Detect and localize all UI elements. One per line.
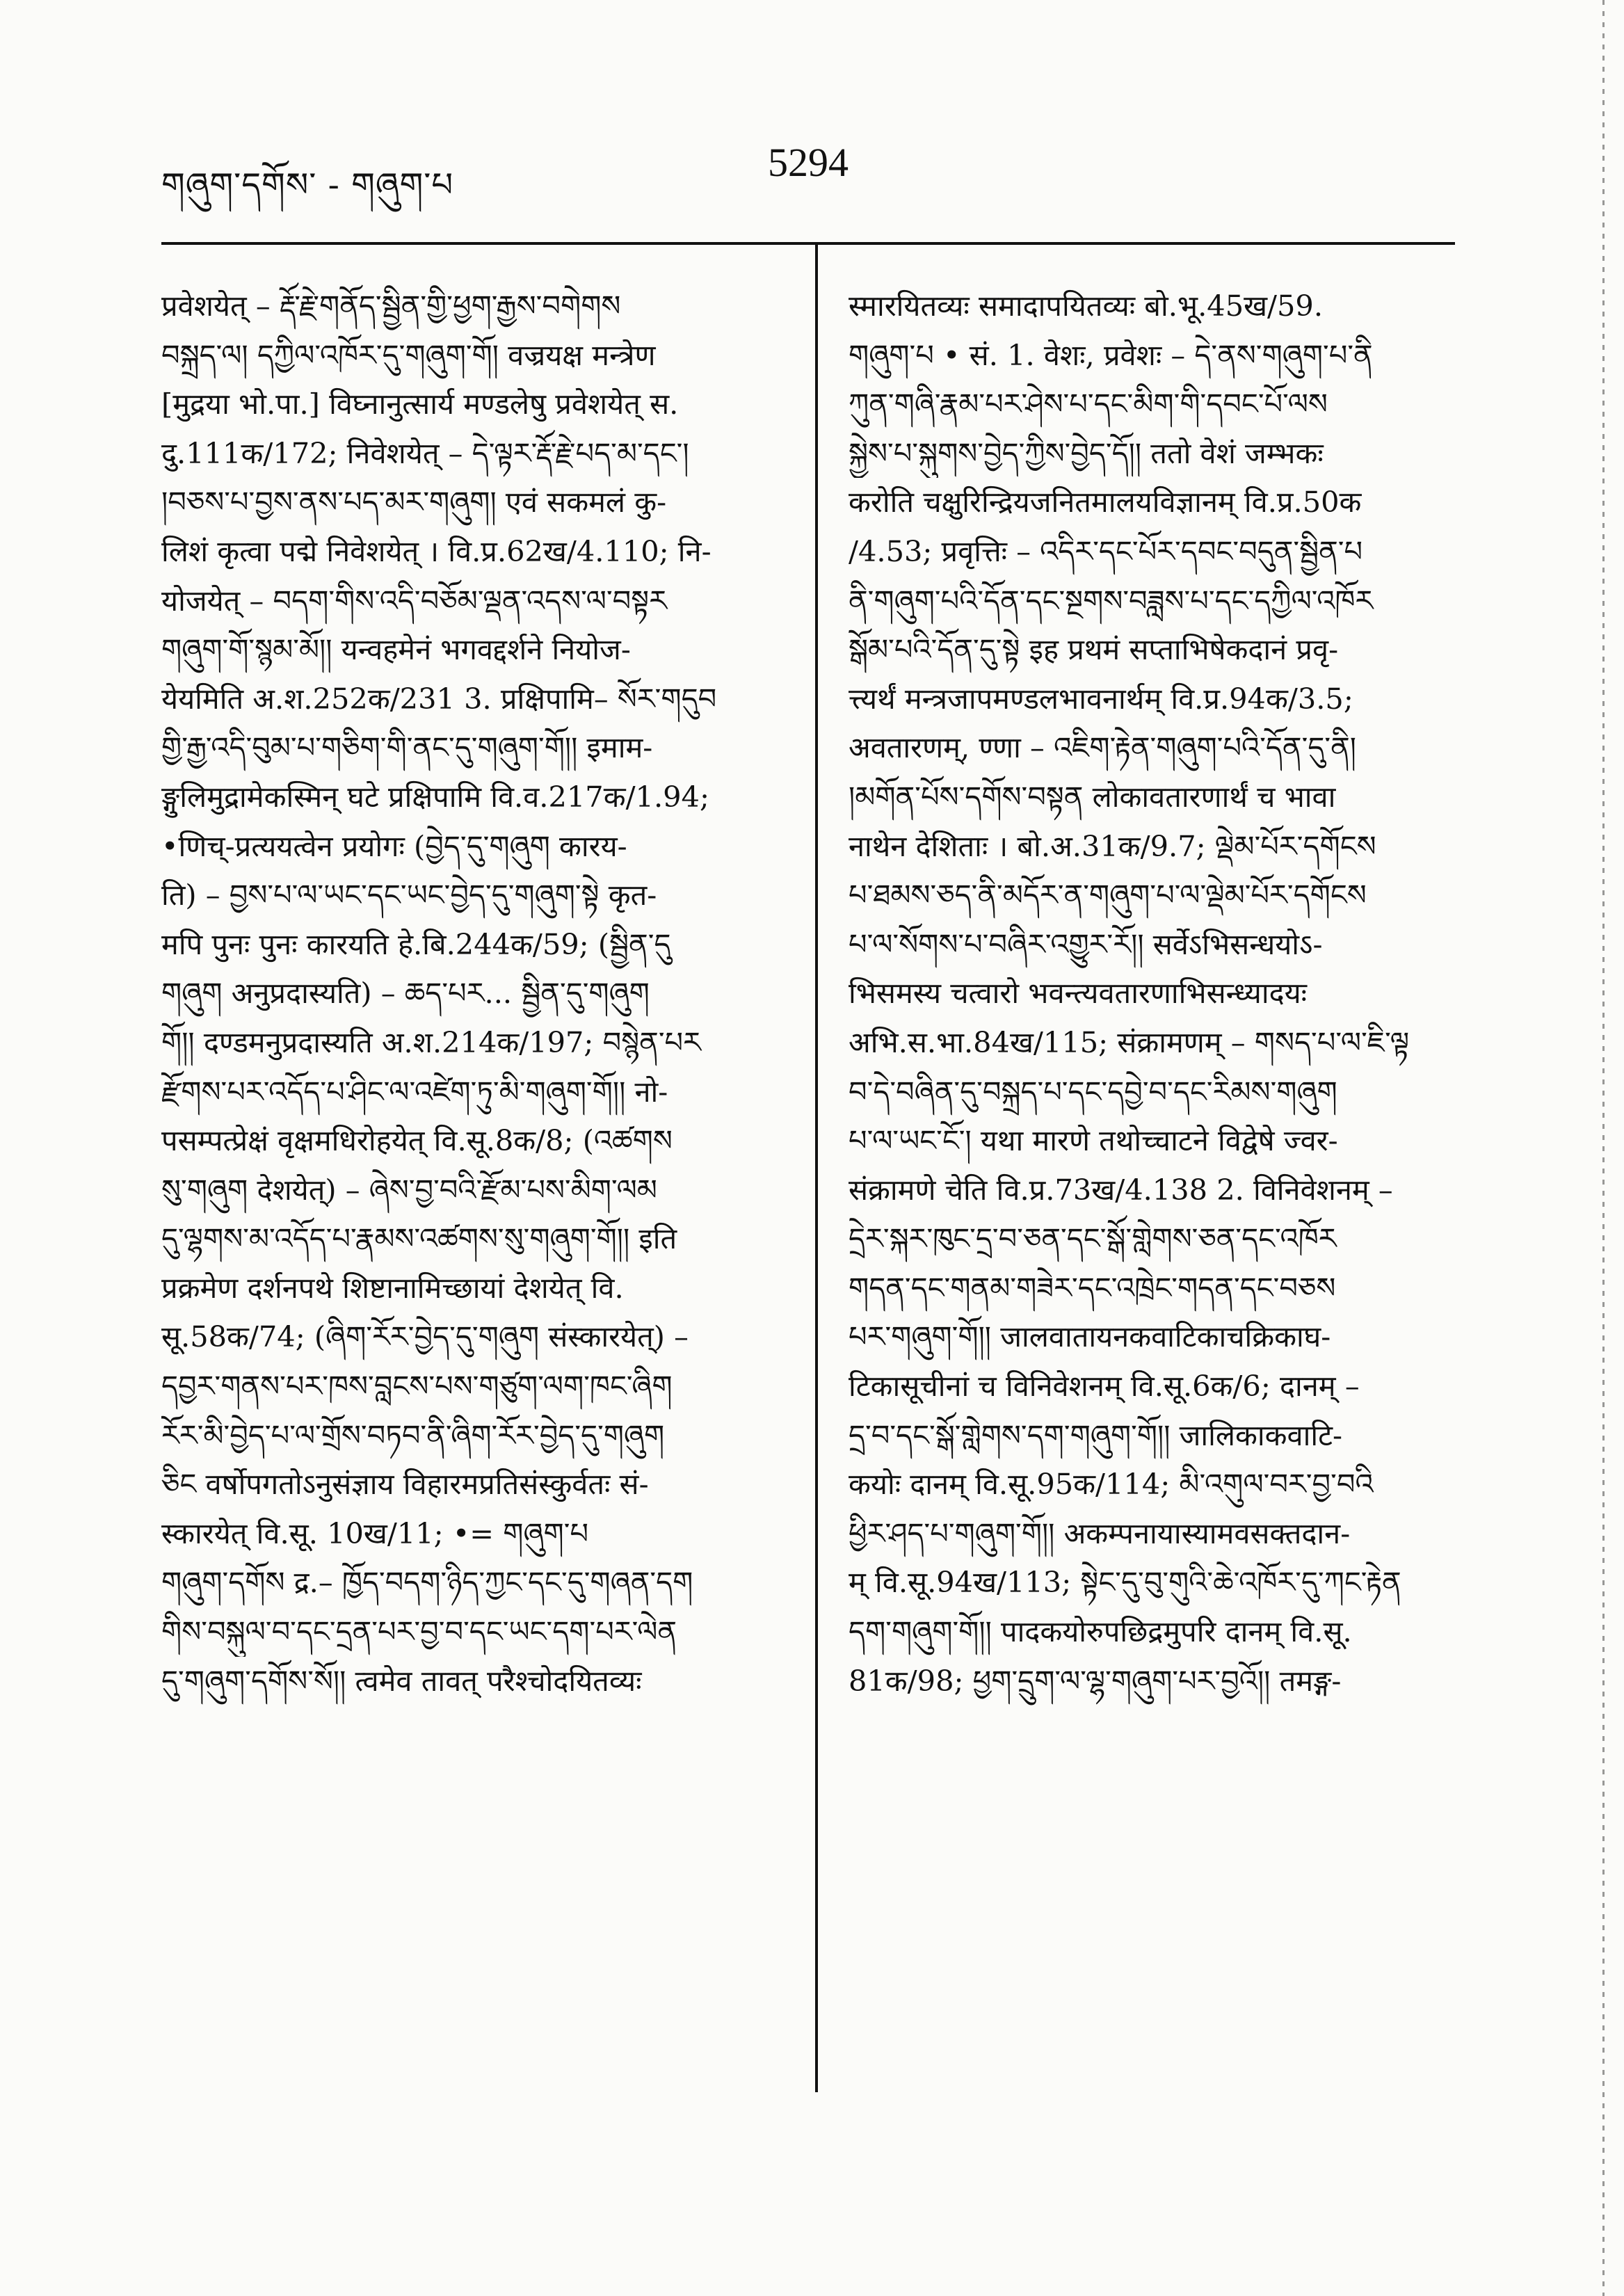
text-line: པ་ཐམས་ཅད་ནི་མདོར་ན་གཞུག་པ་ལ་ལྡེམ་པོར་དགོངས — [849, 878, 1367, 913]
text-line: ཅིང वर्षोपगतोऽनुसंज्ञाय विहारमप्रतिसंस्कुर्वतः सं- — [161, 1467, 649, 1502]
text-line: प्रवेशयेत् – རྡོ་རྗེ་གནོད་སྦྱིན་གྱི་ཕྱག་རྒྱས་བགེགས — [161, 289, 621, 323]
text-line: [मुद्रया भो.पा.] विघ्नानुत्सार्य मण्डलेषु प्रवेशयेत् स. — [161, 387, 679, 422]
text-line: གདན་དང་གནམ་གཟེར་དང་འཁྲེང་གདན་དང་བཅས — [849, 1270, 1336, 1305]
text-line: དུ་ལྷགས་མ་འདོད་པ་རྣམས་འཚགས་སུ་གཞུག་གོ།། इति — [161, 1221, 677, 1256]
text-line: अवतारणम्, ण्णा – འཇིག་རྟེན་གཞུག་པའི་དོན་དུ་ནི། — [849, 730, 1356, 765]
text-line: གྱི་རྒྱ་འདི་བུམ་པ་གཅིག་གི་ནང་དུ་གཞུག་གོ།། इमाम- — [161, 730, 653, 765]
text-line: त्त्यर्थं मन्त्रजापमण्डलभावनार्थम् वि.प्र.94क/3.5; — [849, 681, 1353, 716]
text-line: भिसमस्य चत्वारो भवन्त्यवतारणाभिसन्ध्यादयः — [849, 976, 1308, 1011]
text-line: དྲ་བ་དང་སྒོ་གླེགས་དག་གཞུག་གོ།། जालिकाकवाटि- — [849, 1418, 1343, 1452]
text-line: स्कारयेत् वि.सू. 10ख/11; •= གཞུག་པ — [161, 1516, 589, 1550]
text-line: संक्रामणे चेति वि.प्र.73ख/4.138 2. विनिवेशनम् – — [849, 1172, 1393, 1207]
text-line: །མགོན་པོས་དགོས་བསྟན लोकावतारणार्थं च भावा — [849, 779, 1336, 814]
text-line: नाथेन देशिताः । बो.अ.31क/9.7; ལྡེམ་པོར་དགོངས — [849, 828, 1376, 863]
text-line: ति) – བྱས་པ་ལ་ཡང་དང་ཡང་བྱེད་དུ་གཞུག་སྟེ कृत- — [161, 878, 657, 913]
margin-binding-edge — [1602, 0, 1605, 2296]
text-line: करोति चक्षुरिन्द्रियजनितमालयविज्ञानम् वि.प्र.50क — [849, 485, 1362, 520]
text-line: གཞུག་གོ་སྙམ་མོ།། यन्वहमेनं भगवद्दर्शने नियोज- — [161, 632, 631, 667]
text-line: །བཅས་པ་བྱས་ནས་པད་མར་གཞུག། एवं सकमलं कु- — [161, 485, 667, 520]
text-line: གཞུག अनुप्रदास्यति) – ཆད་པར... སྦྱིན་དུ་གཞུག — [161, 976, 650, 1011]
text-line: मपि पुनः पुनः कारयति हे.बि.244क/59; (སྦྱིན་དུ — [161, 926, 671, 961]
text-line: अभि.स.भा.84ख/115; संक्रामणम् – གསད་པ་ལ་ཇི་ལྟ — [849, 1025, 1410, 1059]
text-line: दु.111क/172; निवेशयेत् – དེ་ལྟར་རྡོ་རྗེ་པད་མ་དང་། — [161, 435, 689, 470]
header-rule — [161, 242, 1455, 245]
text-line: གཞུག་དགོས द्र.– ཁྱོད་བདག་ཉིད་ཀྱང་དང་དུ་གཞན་དག — [161, 1565, 693, 1600]
text-line: सू.58क/74; (ཞིག་རོར་བྱེད་དུ་གཞུག संस्कारयेत्) – — [161, 1319, 689, 1354]
text-line: टिकासूचीनां च विनिवेशनम् वि.सू.6क/6; दानम् – — [849, 1369, 1360, 1404]
text-line: •णिच्-प्रत्ययत्वेन प्रयोगः (བྱེད་དུ་གཞུག कारय- — [161, 828, 627, 863]
text-line: གིས་བསྐུལ་བ་དང་དྲན་པར་བྱ་བ་དང་ཡང་དག་པར་ལེན — [161, 1614, 677, 1649]
text-line: 81क/98; ཕྱག་དྲུག་ལ་ལྷ་གཞུག་པར་བྱའོ།། तमङ्ग- — [849, 1663, 1342, 1698]
text-line: लिशं कृत्वा पद्मे निवेशयेत् । वि.प्र.62ख/4.110; नि- — [161, 533, 711, 568]
text-line: དྲེར་སྐར་ཁུང་དྲ་བ་ཅན་དང་སྒོ་གླེགས་ཅན་དང་འཁོར — [849, 1221, 1337, 1256]
text-line: /4.53; प्रवृत्तिः – འདིར་དང་པོར་དབང་བདུན་སྦྱིན་པ — [849, 533, 1363, 568]
page-header — [161, 139, 1455, 204]
text-line: བ་དེ་བཞིན་དུ་བསྐྲད་པ་དང་དབྱེ་བ་དང་རིམས་གཞུག — [849, 1074, 1337, 1109]
text-line: कयोः दानम् वि.सू.95क/114; མི་འགུལ་བར་བྱ་བའི — [849, 1467, 1374, 1502]
text-line: पसम्पत्प्रेक्षं वृक्षमधिरोहयेत् वि.सू.8क/8; (འཚགས — [161, 1123, 673, 1158]
text-line: པ་ལ་སོགས་པ་བཞིར་འགྱུར་རོ།། सर्वेऽभिसन्धयोऽ- — [849, 926, 1323, 961]
text-line: प्रक्रमेण दर्शनपथे शिष्टानामिच्छायां देशयेत् वि. — [161, 1270, 624, 1305]
text-line: གཞུག་པ • सं. 1. वेशः, प्रवेशः – དེ་ནས་གཞུག་པ་ནི — [849, 337, 1373, 372]
text-line: स्मारयितव्यः समादापयितव्यः बो.भू.45ख/59. — [849, 289, 1324, 323]
text-line: ཀུན་གཞི་རྣམ་པར་ཤེས་པ་དང་མིག་གི་དབང་པོ་ལས — [849, 387, 1328, 422]
text-line: ཕྱིར་ཤད་པ་གཞུག་གོ།། अकम्पनायास्यामवसक्तदान- — [849, 1516, 1351, 1550]
text-line: པར་གཞུག་གོ།། जालवातायनकवाटिकाचक्रिकाघ- — [849, 1319, 1331, 1354]
text-line: པ་ལ་ཡང་ངོ་། यथा मारणे तथोच्चाटने विद्वेषे ज्वर- — [849, 1123, 1338, 1158]
page-number: 5294 — [768, 140, 849, 185]
left-column — [161, 282, 784, 1705]
text-line: རྫོགས་པར་འདོད་པ་ཤིང་ལ་འཛེག་ཏུ་མི་གཞུག་གོ།། नो- — [161, 1074, 668, 1109]
text-line: སུ་གཞུག देशयेत्) – ཞེས་བྱ་བའི་རྫོམ་པས་མིག་ལམ — [161, 1172, 657, 1207]
text-line: སྒོམ་པའི་དོན་དུ་སྟེ इह प्रथमं सप्ताभिषेकदानं प्रवृ- — [849, 632, 1339, 667]
column-divider — [815, 242, 818, 2092]
text-line: བསྐྲད་ལ། དཀྱིལ་འཁོར་དུ་གཞུག་གོ། वज्रयक्ष मन्त्रेण — [161, 337, 656, 372]
text-line: དག་གཞུག་གོ།། पादकयोरुपछिद्रमुपरि दानम् वि.सू. — [849, 1614, 1352, 1649]
running-head: གཞུག་དགོས་ - གཞུག་པ — [161, 166, 454, 204]
right-column — [849, 282, 1455, 1705]
text-line: སྐྱེས་པ་སྐུགས་བྱེད་ཀྱིས་བྱེད་དོ།། ततो वेशं जम्भकः — [849, 435, 1324, 470]
text-line: དབྱར་གནས་པར་ཁས་བླངས་པས་གཙུག་ལག་ཁང་ཞིག — [161, 1369, 673, 1404]
text-line: ङ्गुलिमुद्रामेकस्मिन् घटे प्रक्षिपामि वि.व.217क/1.94; — [161, 779, 709, 814]
text-line: ནི་གཞུག་པའི་དོན་དང་སྔགས་བཟླས་པ་དང་དཀྱིལ་འཁོར — [849, 583, 1374, 618]
text-line: म् वि.सू.94ख/113; སྟེང་དུ་བུ་གུའི་ཆེ་འཁོར་དུ་ཀང་རྟེན — [849, 1565, 1401, 1600]
text-line: योजयेत् – བདག་གིས་འདི་བཅོམ་ལྡན་འདས་ལ་བསྟར — [161, 583, 668, 618]
text-line: རོར་མི་བྱེད་པ་ལ་གྲོས་བཏབ་ནི་ཞིག་རོར་བྱེད་དུ་གཞུག — [161, 1418, 665, 1452]
text-line: གོ།། दण्डमनुप्रदास्यति अ.श.214क/197; བསྙེན་པར — [161, 1025, 701, 1059]
text-line: येयमिति अ.श.252क/231 3. प्रक्षिपामि– སོར་གདུབ — [161, 681, 717, 716]
text-line: དུ་གཞུག་དགོས་སོ།། त्वमेव तावत् परैश्चोदयितव्यः — [161, 1663, 642, 1698]
